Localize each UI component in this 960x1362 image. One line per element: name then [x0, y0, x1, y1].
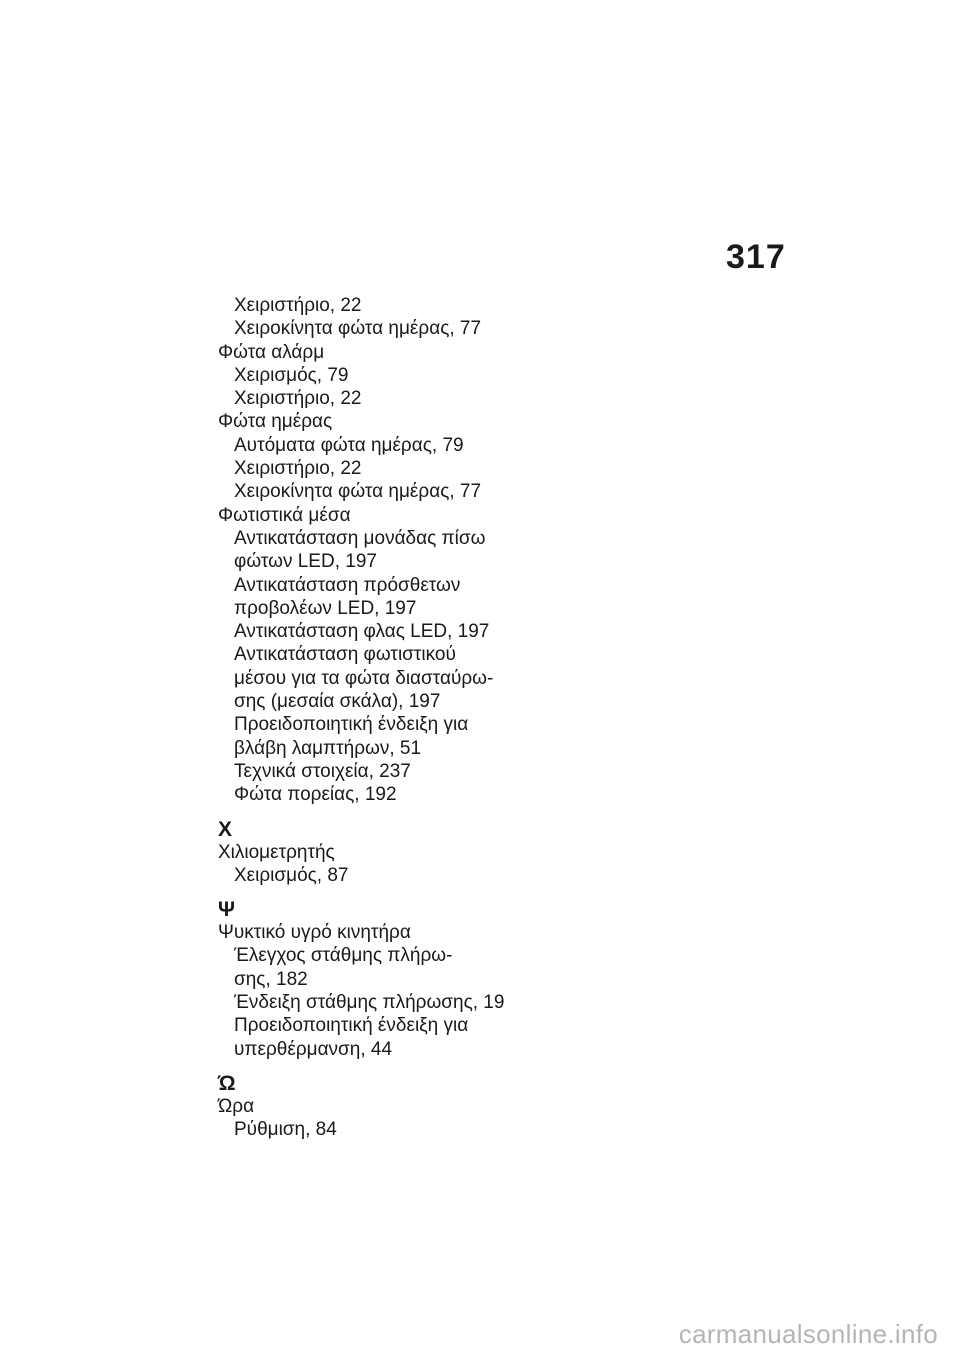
index-subentry: Χειριστήριο, 22: [234, 295, 362, 316]
index-entry: Ψυκτικό υγρό κινητήρα: [218, 922, 411, 944]
index-section-psi: [218, 899, 518, 1061]
index-subentry: Έλεγχος στάθμης πλήρω-: [234, 945, 453, 967]
index-subentry: Αντικατάσταση φλας LED, 197: [234, 621, 490, 643]
index-subentry: Αυτόματα φώτα ημέρας, 79: [234, 434, 464, 456]
section-letter-heading: Χ: [218, 817, 233, 841]
index-subentry: Ένδειξη στάθμης πλήρωσης, 19: [234, 992, 505, 1014]
index-subentry: μέσου για τα φώτα διασταύρω-: [234, 667, 494, 689]
index-subentry: Χειροκίνητα φώτα ημέρας, 77: [234, 318, 482, 340]
index-subentry: Ρύθμιση, 84: [234, 1119, 337, 1141]
index-entry: Φωτιστικά μέσα: [218, 504, 351, 526]
section-letter-heading: Ώ: [218, 1071, 236, 1095]
index-subentry: Προειδοποιητική ένδειξη για: [234, 714, 469, 736]
index-entry: Χιλιομετρητής: [218, 841, 335, 863]
index-subentry: Αντικατάσταση πρόσθετων: [234, 574, 461, 596]
index-entry: Φώτα αλάρμ: [218, 341, 325, 363]
index-section-x: [218, 819, 518, 888]
index-subentry: Χειροκίνητα φώτα ημέρας, 77: [234, 481, 482, 503]
index-subentry: βλάβη λαμπτήρων, 51: [234, 737, 422, 759]
index-subentry: σης, 182: [234, 968, 308, 990]
index-subentry: Αντικατάσταση μονάδας πίσω: [234, 527, 486, 549]
index-subentry: Χειρισμός, 79: [234, 364, 349, 386]
index-subentry: υπερθέρμανση, 44: [234, 1038, 393, 1060]
index-entry: Ώρα: [218, 1095, 255, 1117]
index-subentry: Χειρισμός, 87: [234, 864, 349, 886]
index-block-f: [218, 294, 518, 807]
index-subentry: προβολέων LED, 197: [234, 597, 417, 619]
watermark: carmanualsonline.info: [678, 1319, 938, 1349]
index-subentry: Χειριστήριο, 22: [234, 458, 362, 480]
index-subentry: Χειριστήριο, 22: [234, 388, 362, 410]
index-column: [218, 294, 518, 1142]
page-number: 317: [726, 238, 786, 276]
index-subentry: Τεχνικά στοιχεία, 237: [234, 760, 411, 782]
index-subentry: σης (μεσαία σκάλα), 197: [234, 691, 441, 713]
index-subentry: Φώτα πορείας, 192: [234, 784, 397, 806]
index-subentry: φώτων LED, 197: [234, 551, 377, 573]
section-letter-heading: Ψ: [218, 898, 235, 922]
index-section-omega: [218, 1073, 518, 1142]
index-subentry: Αντικατάσταση φωτιστικού: [234, 644, 456, 666]
index-entry: Φώτα ημέρας: [218, 411, 333, 433]
index-subentry: Προειδοποιητική ένδειξη για: [234, 1015, 469, 1037]
